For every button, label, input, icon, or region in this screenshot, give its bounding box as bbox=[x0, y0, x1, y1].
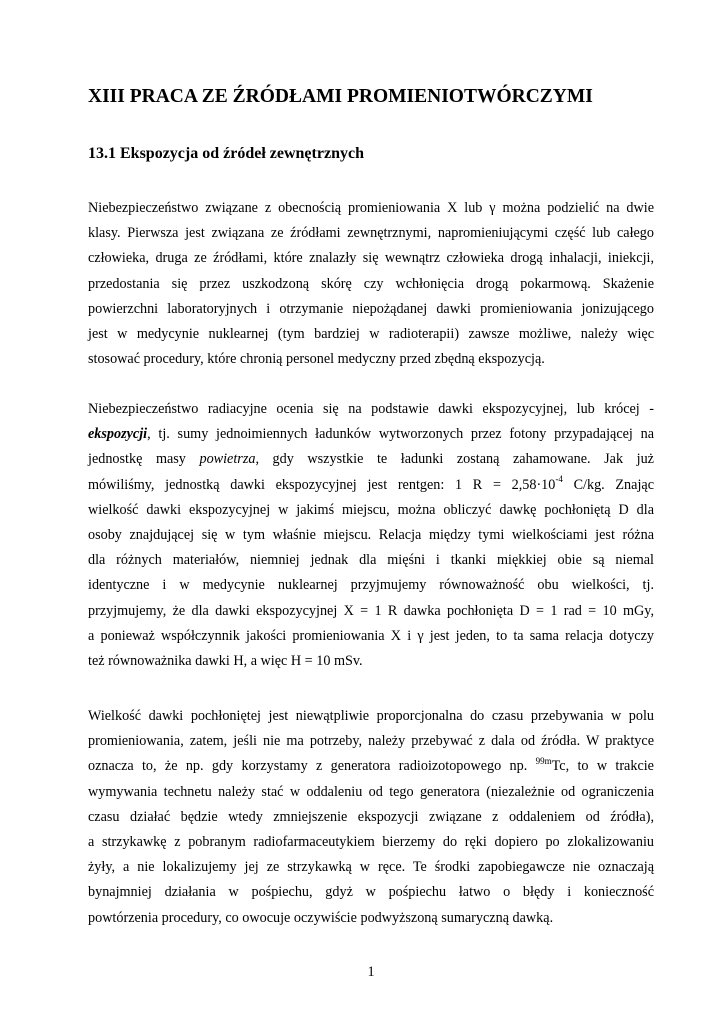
paragraph-line bbox=[88, 754, 654, 779]
line-text: identyczne i w medycynie nuklearnej przyjmujemy równoważność obu wielkości, tj. bbox=[88, 577, 654, 594]
paragraph-line bbox=[88, 599, 654, 624]
line-text: przyjmujemy, że dla dawki ekspozycyjnej X = 1 R dawka pochłonięta D = 1 rad = 10 mGy, bbox=[88, 602, 654, 619]
paragraph-line bbox=[88, 397, 654, 422]
line-text-rest: , tj. sumy jednoimiennych ładunków wytworzonych przez fotony przypadającej na bbox=[147, 426, 654, 443]
paragraph-line bbox=[88, 855, 654, 880]
paragraph-line bbox=[88, 221, 654, 246]
line-text-part: C/kg. Znając bbox=[562, 476, 654, 493]
line-text: a strzykawkę z pobranym radiofarmaceutykiem bierzemy do ręki dopiero po zlokalizowaniu bbox=[88, 833, 654, 850]
paragraph-line bbox=[88, 830, 654, 855]
page-number: 1 bbox=[367, 964, 375, 980]
paragraph-line bbox=[88, 805, 654, 830]
paragraph-line bbox=[88, 704, 654, 729]
line-text: bynajmniej działania w pośpiechu, gdyż w pośpiechu łatwo o błędy i konieczność bbox=[88, 884, 654, 901]
line-text: klasy. Pierwsza jest związana ze źródłami zewnętrznymi, napromieniującymi część lub całego bbox=[88, 225, 654, 242]
emphasized-term: ekspozycji bbox=[88, 426, 148, 443]
line-text bbox=[88, 422, 654, 447]
line-text: wielkość dawki ekspozycyjnej w jakimś miejscu, można obliczyć dawkę pochłoniętą D dla bbox=[88, 501, 654, 518]
paragraph-line bbox=[88, 649, 654, 674]
line-text: jest w medycynie nuklearnej (tym bardziej w radioterapii) zawsze możliwe, należy więc bbox=[88, 325, 654, 342]
line-text: stosować procedury, które chronią personel medyczny przed zbędną ekspozycją. bbox=[88, 351, 545, 368]
line-text: promieniowania, zatem, jeśli nie ma potrzeby, należy przebywać z dala od źródła. W praktyce bbox=[88, 733, 654, 750]
paragraph-rest bbox=[88, 498, 654, 674]
paragraph-line bbox=[88, 473, 654, 498]
paragraph-line bbox=[88, 347, 654, 372]
paragraph-line bbox=[88, 780, 654, 805]
line-text-part: oznacza to, że np. gdy korzystamy z generatora radioizotopowego np. bbox=[88, 758, 536, 775]
section-title: 13.1 Ekspozycja od źródeł zewnętrznych bbox=[88, 145, 364, 162]
document-page bbox=[88, 0, 654, 1024]
line-text: żyły, a nie lokalizujemy jej ze strzykawką w ręce. Te środki zapobiegawcze nie oznaczają bbox=[88, 859, 654, 876]
line-text: Wielkość dawki pochłoniętej jest niewątpliwie proporcjonalna do czasu przebywania w polu bbox=[88, 708, 654, 724]
line-text: dla różnych materiałów, niemniej jednak dla mięśni i tkanki miękkiej obie są niemal bbox=[88, 552, 654, 569]
paragraph-2 bbox=[88, 397, 654, 674]
line-text-part: jednostkę masy bbox=[88, 451, 200, 468]
paragraph-line bbox=[88, 573, 654, 598]
line-text: Niebezpieczeństwo radiacyjne ocenia się na podstawie dawki ekspozycyjnej, lub krócej - bbox=[88, 401, 654, 417]
paragraph-3 bbox=[88, 704, 654, 931]
chapter-title: XIII PRACA ZE ŹRÓDŁAMI PROMIENIOTWÓRCZYMI bbox=[88, 86, 593, 107]
line-text: a ponieważ współczynnik jakości promieniowania X i γ jest jeden, to ta sama relacja dotyczy bbox=[88, 627, 654, 644]
line-text: Niebezpieczeństwo związane z obecnością promieniowania X lub γ można podzielić na dwie bbox=[88, 200, 654, 216]
paragraph-1 bbox=[88, 196, 654, 372]
exponent: -4 bbox=[555, 473, 563, 484]
line-text: powtórzenia procedury, co owocuje oczywiście podwyższoną sumaryczną dawką. bbox=[88, 909, 554, 926]
paragraph-line bbox=[88, 272, 654, 297]
paragraph-line bbox=[88, 447, 654, 472]
paragraph-line bbox=[88, 498, 654, 523]
paragraph-line bbox=[88, 297, 654, 322]
paragraph-line bbox=[88, 246, 654, 271]
line-text: wymywania technetu należy stać w oddaleniu od tego generatora (niezależnie od ograniczenia bbox=[88, 783, 654, 800]
line-text: przedostania się przez uszkodzoną skórę czy wchłonięcia drogą pokarmową. Skażenie bbox=[88, 275, 654, 292]
paragraph-line bbox=[88, 624, 654, 649]
line-text: też równoważnika dawki H, a więc H = 10 mSv. bbox=[88, 652, 363, 669]
line-text: człowieka, druga ze źródłami, które znalazły się wewnątrz człowieka drogą inhalacji, iniekcji, bbox=[88, 250, 654, 267]
isotope-mass-number: 99m bbox=[535, 755, 552, 766]
paragraph-line bbox=[88, 196, 654, 221]
paragraph-line bbox=[88, 422, 654, 447]
paragraph-line bbox=[88, 729, 654, 754]
paragraph-line bbox=[88, 906, 654, 931]
line-text-part: Tc, to w trakcie bbox=[551, 758, 654, 775]
line-text: powierzchni laboratoryjnych i otrzymanie niepożądanej dawki promieniowania jonizującego bbox=[88, 300, 654, 317]
line-text bbox=[88, 447, 654, 472]
paragraph-line bbox=[88, 523, 654, 548]
paragraph-line bbox=[88, 322, 654, 347]
line-text-part: mówiliśmy, jednostką dawki ekspozycyjnej jest rentgen: 1 R = 2,58·10 bbox=[88, 476, 556, 493]
line-text-part: , gdy wszystkie te ładunki zostaną zahamowane. Jak już bbox=[255, 451, 654, 468]
line-text: osoby znajdującej się w tym właśnie miejscu. Relacja między tymi wielkościami jest różna bbox=[88, 526, 654, 543]
paragraph-line bbox=[88, 548, 654, 573]
emphasized-term: powietrza bbox=[199, 451, 256, 468]
line-text bbox=[88, 473, 654, 498]
line-text bbox=[88, 754, 654, 779]
paragraph-line bbox=[88, 880, 654, 905]
paragraph-rest bbox=[88, 780, 654, 931]
line-text: czasu działać będzie wtedy zmniejszenie ekspozycji związane z oddaleniem od źródła), bbox=[88, 808, 654, 825]
